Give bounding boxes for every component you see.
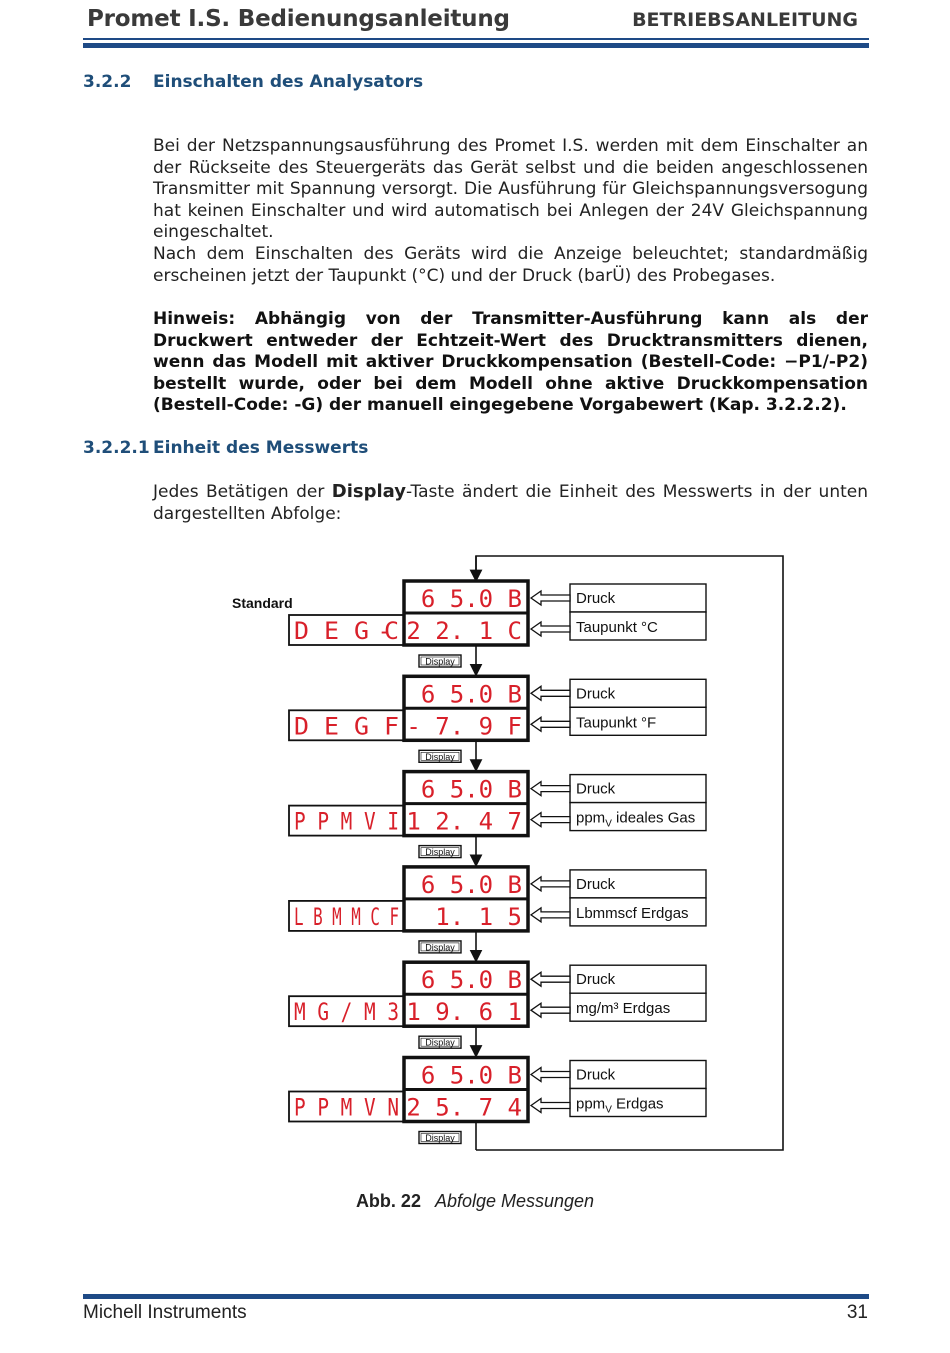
bottom-display-value: - 2 2. 1 C [377, 617, 522, 645]
display-step [289, 1058, 706, 1151]
text-before: Jedes Betätigen der [153, 482, 332, 502]
bottom-display-value: 2 5. 7 4 [406, 1093, 522, 1122]
pointer-arrow [531, 877, 570, 891]
unit-display-text: D E G F [294, 712, 399, 741]
figure-label: Abb. 22 [355, 1191, 421, 1211]
note-paragraph: Hinweis: Abhängig von der Transmitter-Ausführung kann als der Druckwert entweder der Echtzeit-Wert des Drucktransmitters dienen, wenn das Modell mit aktiver Druckkompensation (Bestell-Code: −P1/-P2) bestellt wurde, oder bei dem Modell ohne aktive Druckkompensation (Bestell-Code: -G) der manuell eingegebene Vorgabewert (Kap. 3.2.2.2). [153, 309, 868, 415]
top-label-text: Druck [576, 1066, 616, 1084]
top-display-value: 6 5.0 B [420, 680, 522, 709]
pointer-arrow [531, 908, 570, 922]
display-button-label: Display [425, 1037, 455, 1048]
footer-company: Michell Instruments [83, 1302, 247, 1323]
pointer-arrow [531, 813, 570, 827]
pointer-arrow [531, 972, 570, 986]
unit-display-text: L B M M C F [294, 902, 399, 931]
bottom-display-value: 1 2. 4 7 [406, 807, 522, 836]
top-label-text: Druck [576, 590, 616, 607]
bottom-display-value: 1. 1 5 [435, 902, 522, 931]
top-label-text: Druck [576, 875, 616, 893]
paragraph-display-default: Nach dem Einschalten des Geräts wird die Anzeige beleuchtet; standardmäßig erscheinen jetzt der Taupunkt (°C) und der Druck (barÜ) des Probegases. [153, 244, 868, 286]
section-title: Einschalten des Analysators [153, 72, 424, 92]
top-display-value: 6 5.0 B [420, 585, 522, 613]
display-step [289, 581, 706, 670]
display-step [289, 867, 706, 956]
display-button-label: Display [425, 656, 455, 667]
top-label-text: Druck [576, 780, 616, 798]
pointer-arrow [531, 1003, 570, 1017]
pointer-arrow [531, 622, 570, 636]
bottom-display-value: 1 9. 6 1 [406, 998, 522, 1027]
bottom-label-text: Taupunkt °C [576, 619, 658, 636]
top-display-value: 6 5.0 B [420, 1061, 522, 1090]
unit-display-text: P P M V I [294, 807, 399, 836]
display-button-label: Display [425, 847, 455, 858]
display-button-label: Display [425, 942, 455, 953]
pointer-arrow [531, 1068, 570, 1082]
standard-label: Standard [232, 595, 293, 611]
pointer-arrow [531, 782, 570, 796]
document-title: Promet I.S. Bedienungsanleitung [87, 6, 510, 32]
section-number: 3.2.2.1 [83, 438, 150, 458]
section-title: Einheit des Messwerts [153, 438, 369, 458]
bottom-label-text: mg/m³ Erdgas [576, 1000, 671, 1018]
display-key-word: Display [331, 481, 406, 502]
display-step [289, 676, 706, 765]
header-section-label: BETRIEBSANLEITUNG [632, 9, 858, 31]
top-display-value: 6 5.0 B [420, 870, 522, 899]
footer-rule [83, 1294, 869, 1299]
display-button-label: Display [425, 1133, 455, 1143]
top-display-value: 6 5.0 B [420, 966, 522, 995]
unit-display-text: P P M V N [294, 1093, 399, 1122]
bottom-label-text: ppm$_V$ Erdgas [576, 1095, 664, 1116]
bottom-display-value: - 7. 9 F [406, 712, 522, 741]
top-label-text: Druck [576, 971, 616, 989]
bottom-label-text: Taupunkt °F [576, 714, 657, 732]
bottom-label-text: Lbmmscf Erdgas [576, 904, 689, 922]
figure-caption-text: Abfolge Messungen [434, 1191, 595, 1211]
unit-display-text: M G / M 3 [294, 998, 399, 1027]
text-after: -Taste ändert die Einheit des Messwerts in der unten dargestellten Abfolge: [153, 482, 868, 524]
display-step [289, 962, 706, 1051]
paragraph-power-on: Bei der Netzspannungsausführung des Promet I.S. werden mit dem Einschalter an der Rückseite des Steuergeräts das Gerät selbst und die beiden angeschlossenen Transmitter mit Spannung versorgt. Die Ausführung für Gleichspannungsversogung hat keinen Einschalter und wird automatisch bei Anlegen der 24V Gleichspannung eingeschaltet. [153, 136, 868, 242]
display-step [289, 772, 706, 861]
pointer-arrow [531, 717, 570, 731]
pointer-arrow [531, 1099, 570, 1113]
page-number: 31 [846, 1302, 868, 1323]
diagram-steps [289, 556, 783, 1150]
section-number: 3.2.2 [83, 72, 132, 92]
display-button-label: Display [425, 751, 455, 762]
bottom-label-text: ppm$_V$ ideales Gas [576, 809, 696, 830]
figure-caption [0, 1191, 950, 1212]
top-label-text: Druck [576, 685, 616, 703]
unit-display-text: D E G C [294, 617, 399, 645]
pointer-arrow [531, 686, 570, 700]
pointer-arrow [531, 591, 570, 605]
top-display-value: 6 5.0 B [420, 775, 522, 804]
